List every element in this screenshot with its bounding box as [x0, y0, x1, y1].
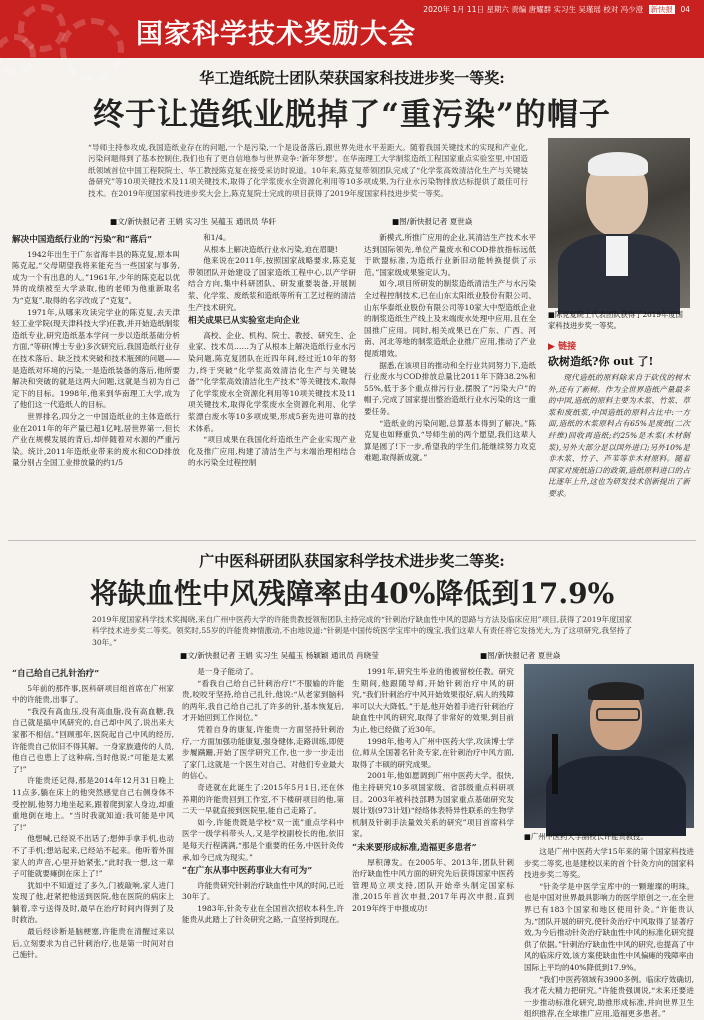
column-subhead: “自己给自己扎针治疗”: [12, 669, 100, 679]
story2-column-3: [352, 666, 514, 994]
story1-column-1: [12, 232, 180, 528]
paragraph: 和1/4。: [203, 233, 231, 242]
story2-column-4: [524, 846, 694, 1019]
paragraph: “造纸业的污染问题,总算基本得到了解决。”陈克复也如释重负,“导师生前的两个愿望,我们这辈人算是圆了!下一步,希望我的学生们,能继续努力攻克难题,取得新成就。”: [364, 418, 536, 463]
paragraph: 最后经诊断是脑梗塞,许能贵在清醒过来以后,立刻要求为自己针刺治疗,也是第一时间对自己施针。: [12, 927, 174, 960]
paragraph: 1991年,研究生毕业的他被留校任教。研究生期间,他跟随导师,开始针刺治疗中风的研究,“我们针刺治疗中风开始效果很好,病人的残障率可以大大降低。”于是,他开始着手进行针刺治疗缺血性中风的研究,取得了非常好的效果,到目前为止,他已经做了近30年。: [352, 667, 514, 734]
paragraph: 据悉,在该项目的推动和全行业共同努力下,造纸行业废水与COD排放总量比2011年下降38.2%和55%,低于多个重点排污行业,摆脱了“污染大户”的帽子,完成了国家提出整治造纸行业水污染的这一重要任务。: [364, 360, 536, 416]
story2-byline-photo: ■图/新快报记者 夏世焱: [480, 651, 561, 660]
paragraph: 5年前的那件事,医科研项目组首席在广州家中的许能贵,出事了。: [12, 683, 174, 705]
link-title: 砍树造纸?你 out 了!: [548, 355, 654, 368]
paragraph: 1983年,针灸专业在全国首次招收本科生,许能贵从此踏上了针灸研究之路,一直坚持到现在。: [182, 903, 344, 925]
story2-column-1: [12, 666, 174, 994]
paragraph: 他来说在2011年,按照国家战略要求,陈克复带领团队开始建设了国家造纸工程中心,以产学研结合方向,集中科研团队、研发重要装备,开展制浆、化学浆、废纸浆和造纸等所有工艺过程的清洁生产技术研究。: [188, 256, 356, 312]
link-box: [548, 334, 690, 532]
page-number: 04: [680, 5, 690, 14]
section-banner: [0, 0, 704, 58]
paragraph: 许能贵还记得,那是2014年12月31日晚上11点多,躺在床上的他突然感觉自己右侧身体不受控制,他努力地坐起来,跟着爬到家人身边,却重重地倒在地上。“当时我就知道:我可能是中风了!”: [12, 776, 174, 832]
story2-photo-caption: ■广州中医药大学副校长许能贵教授。: [524, 832, 648, 841]
paragraph: 1942年出生于广东省海丰县的陈克复,原本叫陈克起,“父母期望我将来能充当一些国家与事务,成为一个有出息的人。”1961年,少年的陈克起以优异的成绩被至大学录取,他的老师为他重新取名为“克复”,取得的名字改成了“克复”。: [12, 249, 180, 305]
story2-byline-text: ■文/新快报记者 王娟 实习生 吴蕴玉 杨颖颖 通讯员 肖晓莹: [180, 651, 379, 660]
column-subhead: “在广东从事中医药事业大有可为”: [182, 866, 313, 877]
story1-byline-photo: ■图/新快报记者 夏世焱: [392, 217, 473, 226]
page-folio: [423, 4, 690, 15]
paragraph: 1998年,他考入广州中医药大学,攻读博士学位,师从全国著名针灸专家,在针刺治疗中风方面,取得了丰硕的研究成果。: [352, 736, 514, 769]
story1-subhead: 华工造纸院士团队荣获国家科技进步奖一等奖:: [199, 69, 505, 87]
story1-lead: “导师主持参攻成,我国造纸业存在的问题,一个是污染,一个是设备落后,跟世界先进水平差距大。随着我国关键技术的实现和产业化,污染问题得到了基本控制住,我们也有了更自信地参与世界竞争:‘新年梦想’。在华南理工大学制浆造纸工程国家重点实验室里,中国造纸领域首位中国工程院院士、华工教授陈克复在接受采访时说道。10年来,陈克复带领团队完成了“化学浆高效清洁化生产与关键装备研究”等10项关键技术及11项关键技术,取得了化学浆废水全资源化利用等10多项成果,为行业水污染物排放达标提供了最佳可行技术。在2019年度国家科技进步奖大会上,陈克复院士完成的项目获得了2019年度国家科技进步奖一等奖。: [88, 143, 528, 198]
section-divider: [8, 540, 696, 541]
story2-portrait-photo: [524, 664, 694, 828]
link-label: ▶ 链接: [548, 342, 577, 352]
story1-portrait-photo: [548, 138, 690, 308]
story1-column-3: [364, 232, 536, 528]
paragraph: 从根本上解决造纸行业水污染,迫在眉睫!: [203, 244, 338, 254]
story2-headline: 将缺血性中风残障率由40%降低到17.9%: [89, 577, 615, 610]
paragraph: 如今,项目所研发的制浆造纸清洁生产与水污染全过程控制技术,已在山东太阳纸业股份有限公司、山东华泰纸业股份有限公司等10家大中型造纸企业的制浆造纸生产线上及末端废水处理中应用,且在全国推广应用。同时,相关成果已在广东、广西、河南、河北等地的制浆造纸企业推广应用,推动了产业提质增效。: [364, 279, 536, 358]
story2-subhead: 广中医科研团队获国家科学技术进步奖二等奖:: [199, 552, 505, 570]
column-subhead: 相关成果已从实验室走向企业: [188, 316, 300, 327]
story2-lead: 2019年度国家科学技术奖揭晓,来自广州中医药大学的许能贵教授领衔团队主持完成的“针刺治疗缺血性中风的思路与方法及临床应用”项目,获得了2019年度国家科学技术进步奖二等奖。领奖时,55岁的许能贵神情激动,不由地说道:“针刺是中国传统医学宝库中的瑰宝,我们这辈人有责任将它发扬光大,为了这项研究,我坚持了30年。”: [92, 615, 632, 647]
section-title: 国家科学技术奖励大会: [136, 19, 416, 50]
paragraph: 这是广州中医药大学15年来的第个国家科技进步奖二等奖,也是建校以来的首个针灸方向的国家科技进步奖二等奖。: [524, 847, 694, 880]
paragraph: “项目成果在我国化纤造纸生产企业实现产业化及推广应用,构建了清洁生产与末端治理相结合的水污染全过程控制: [188, 435, 356, 468]
paragraph: 如今,许能贵既是学校“双一流”重点学科中医学一级学科带头人,又是学校副校长的他,依旧是每天行程满满,“那是个重要的任务,中医针灸传承,如今已成为现实。”: [182, 817, 344, 862]
paragraph: 奇迹就在此诞生了:2015年5月1日,还在休养期的许能贵回到工作室,不下楼研项目的他,第二天一早就直接到医院里,能自己走路了。: [182, 782, 344, 816]
story1-headline: 终于让造纸业脱掉了“重污染”的帽子: [93, 97, 611, 133]
column-subhead: “未来要形成标准,造福更多患者”: [352, 842, 477, 853]
paragraph: 是一身子能动了。: [197, 667, 258, 676]
paragraph: 新模式,所推广应用的企业,其清洁生产技术水平达到国际领先,单位产量废水和COD排放指标远低于欧盟标准,为造纸行业新旧动能转换提供了示范。”国家级成果鉴定认为。: [364, 233, 536, 277]
story1-byline-text: ■文/新快报记者 王娟 实习生 吴蕴玉 通讯员 华轩: [110, 217, 277, 226]
story1-photo-caption: ■陈克复院士代表团队获得了2019年度国家科技进步奖一等奖。: [548, 310, 683, 330]
story2-column-2: [182, 666, 344, 994]
paragraph: 凭着自身的康复,许能贵一方面坚持针刺治疗,一方面加强功能康复,强身健体,走路训练,即使步履蹒跚,开始了医学研究工作,也一步一步走出了家门,这就是一个医生对自己、对他们专业最大的信心。: [182, 724, 344, 781]
paragraph: 1971年,从哪来攻读完学业的陈克复,去天津轻工业学院(现天津科技大学)任教,并开始造纸制浆造纸专业,研究造纸基本学问一步以造纸基础分析方面,“等研(博士专业)多次研究后,我国造纸行业存在技术落后、缺乏技术突破和技术瓶颈的问题——是造纸对环境的污染,一是造纸装备的落后,他所要解决和突破的就是这两大问题,这就是当初为自己定下的目标。1998年,他来到华南理工大学,成为了他们这一代造纸人的目标。: [12, 307, 180, 410]
folio-meta: 2020年 1月 11日 星期六 责编 唐耀群 实习生 吴瑾瑶: [423, 5, 601, 14]
paragraph: 高校、企业、机构、院士、教授、研究生、企业家、技术员……为了从根本上解决造纸行业水污染问题,陈克复团队在近四年间,经过近10年的努力,终于突破“化学浆高效清洁化生产与关键装备”“化学浆高效清洁化生产技术”等关键技术,取得了化学浆废水全资源化利用等10项关键技术及11项关键技术,取得化学浆废水全资源化利用、化学浆漂白废水等10多项成果,形成5套先进可靠的技术体系。: [188, 330, 356, 433]
story1-column-2: [188, 232, 356, 528]
paragraph: 许能贵研究针刺治疗缺血性中风的时间,已近30年了。: [182, 880, 344, 902]
paragraph: “我没有高血压,没有高血脂,没有高血糖,我自己就是搞中风研究的,自己却中风了,说出来大家都不相信。”回顾那年,医院起自己中风的经历,许能贵自己依旧不得其解。一身家族遗传的人员,他自己也患上了这种病,当时他说:“可能是太累了!”: [12, 706, 174, 774]
paragraph: “看我自己给自己针刺治疗!”不服输的许能贵,咬咬牙坚持,给自己扎针,他说:“从老家到脑科的两年,我自己给自己扎了许多的针,基本恢复后,才开始回到工作岗位。”: [182, 678, 344, 723]
paragraph: 2001年,他如愿调到广州中医药大学。很快,他主持研究10多项国家级、省部级重点科研项目。2003年被科技部聘为国家重点基础研究发展计划(973计划)“经络体表特异性联系的生物学机制及针刺手法量效关系的研究”项目首席科学家。: [352, 771, 514, 839]
column-subhead: 解决中国造纸行业的“污染”和“落后”: [12, 235, 153, 245]
newspaper-logo: 新快报: [650, 5, 674, 14]
paragraph: 厚积薄发。在2005年、2013年,团队针刺治疗缺血性中风方面的研究先后获得国家中医药管理局立项支持,团队开始牵头制定国家标准,2015年首次申报,2017年再次申报,直到2019年终于申报成功!: [352, 857, 514, 913]
link-text: 现代造纸的原料除来自于砍伐的树木外,还有了新树。作为全世界造纸产量最多的中国,造纸的原料主要为木浆、竹浆、草浆和废纸浆,中国造纸的原料占比中:一方面,造纸的木浆原料占有65%是废纸(二次纤维)回收再造纸;约25%是木浆(木材制浆),另外大部分是以国外进口;另外10%是非木浆、竹子、芦苇等非木材原料。随着国家对废纸造口的政策,造纸原料进口的占比逐年上升,这也为研发技术创新提出了新要求。: [548, 373, 690, 498]
paragraph: “针灸学是中医学宝库中的一颗璀璨的明珠。也是中国对世界最具影响力的医学原创之一,在全世界已有183个国家和地区使用针灸。”许能贵认为,“团队开展的研究,使针灸治疗中风取得了显著疗效,为今后推动针灸治疗缺血性中风的标准化研究提供了依据。”针刺治疗缺血性中风的研究,也提高了中风的临床疗效,该方案使缺血性中风偏瘫的残障率由国际上平均的40%降低到17.9%。: [524, 881, 694, 972]
paragraph: “我们中医药领域有3900多例。临床疗效确切,我才花大精力把研究。”许能贵强调说,“未来还要进一步推动标准化研究,助推形成标准,并向世界卫生组织推荐,在全球推广应用,造福更多患者。”: [524, 974, 694, 1019]
paragraph: 犹如中不知道过了多久,门被敲响,家人进门发现了他,赶紧把他送到医院,他在医院的病床上躺着,幸亏送得及时,最早在治疗时间内得到了及时救治。: [12, 880, 174, 925]
paragraph: 世界排名,四分之一中国造纸业的主体造纸行业在2011年的年产量已超1亿吨,居世界第一,但长产业在规模发展的背后,却伴随着对水源的严重污染。统计,2011年造纸业带来的废水和COD排放量分别占全国工业排放量的约1/5: [12, 411, 180, 468]
paragraph: 他想喊,已经说不出话了;想伸手拿手机,也动不了手机;想站起来,已经站不起来。他听着外面家人的声音,心里开始紧张,“此时我一想,这一辈子可能就要瘫倒在床上了!”: [12, 834, 174, 879]
folio-meta-2: 校对 冯少澄: [603, 5, 644, 14]
